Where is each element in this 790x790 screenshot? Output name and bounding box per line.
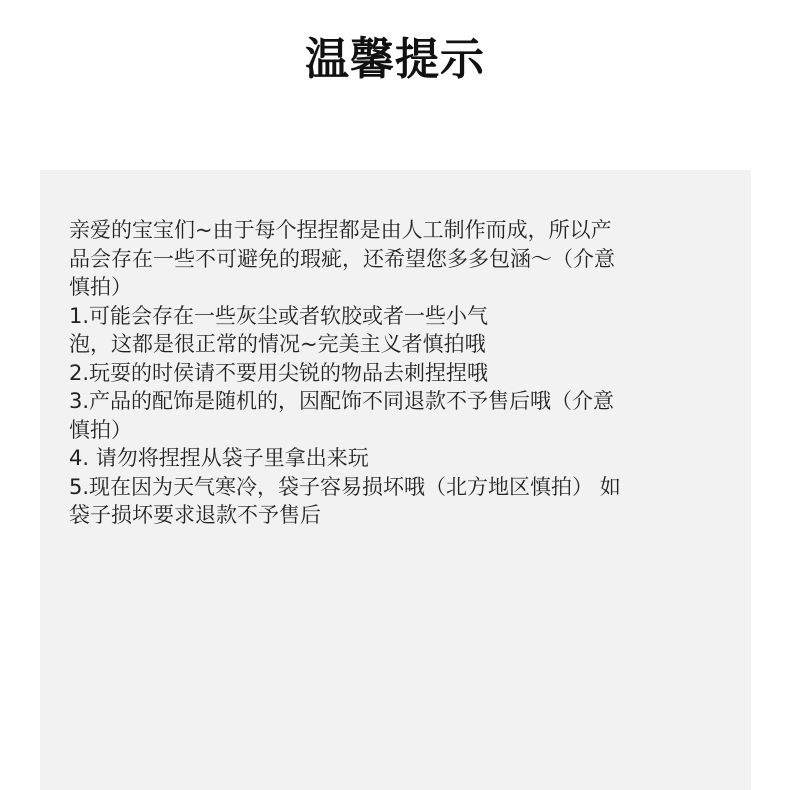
notice-panel: [40, 170, 751, 790]
notice-line: 亲爱的宝宝们~由于每个捏捏都是由人工制作而成，所以产: [69, 218, 612, 242]
notice-line: 品会存在一些不可避免的瑕疵，还希望您多多包涵～（介意: [69, 246, 615, 271]
notice-line: 2.玩耍的时侯请不要用尖锐的物品去刺捏捏哦: [69, 360, 489, 385]
notice-line: 1.可能会存在一些灰尘或者软胶或者一些小气: [69, 303, 489, 328]
notice-line: 泡，这都是很正常的情况~完美主义者慎拍哦: [69, 332, 486, 356]
page-title: 温馨提示: [305, 34, 485, 85]
notice-line: 慎拍）: [69, 417, 132, 442]
notice-line: 袋子损坏要求退款不予售后: [69, 503, 321, 527]
notice-line: 慎拍）: [69, 275, 132, 299]
notice-line: 5.现在因为天气寒冷，袋子容易损坏哦（北方地区慎拍） 如: [69, 474, 621, 499]
notice-line: 3.产品的配饰是随机的，因配饰不同退款不予售后哦（介意: [69, 389, 615, 413]
notice-line: 4. 请勿将捏捏从袋子里拿出来玩: [69, 446, 369, 470]
notice-text: [69, 216, 709, 530]
